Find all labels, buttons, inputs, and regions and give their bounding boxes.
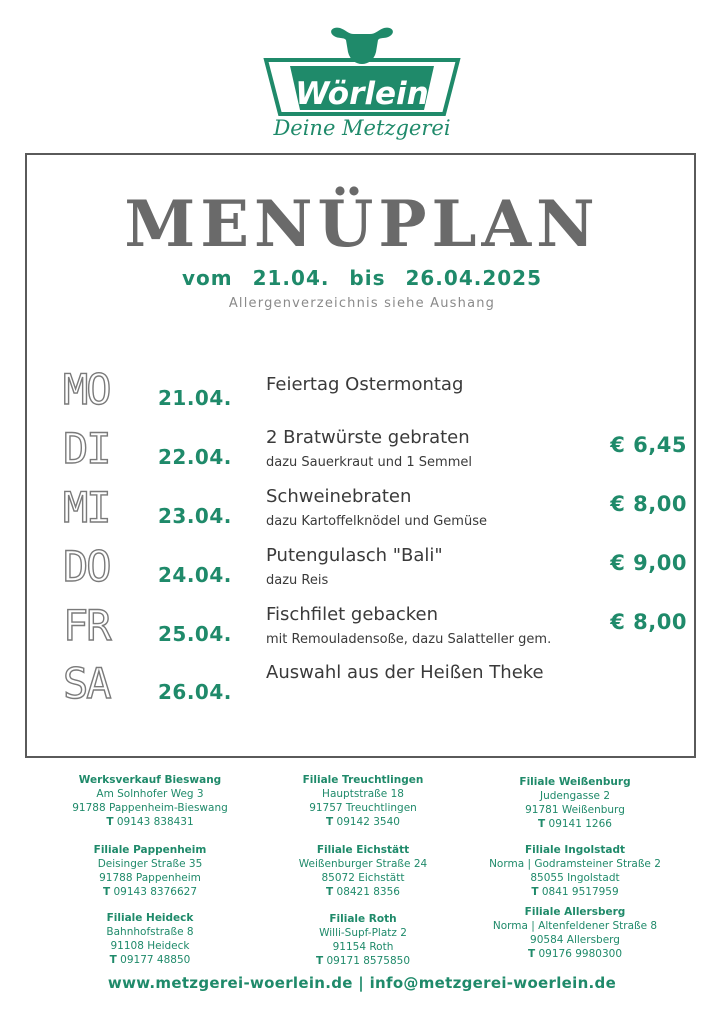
branch-card: [50, 773, 250, 829]
day-date: 23.04.: [158, 504, 232, 528]
weekday: MO: [63, 365, 110, 414]
menu-row-wednesday: [0, 483, 724, 544]
branch-phone: T 08421 8356: [326, 886, 400, 898]
branch-phone: T 09142 3540: [326, 816, 400, 828]
menu-row-saturday: [0, 659, 724, 720]
branch-name: Filiale Pappenheim: [93, 844, 207, 856]
branch-phone: T 09171 8575850: [315, 955, 411, 967]
day-date: 26.04.: [158, 680, 232, 704]
dish-side: dazu Sauerkraut und 1 Semmel: [266, 455, 472, 470]
weekday: DI: [63, 424, 110, 473]
branch-card: [475, 905, 675, 961]
from-date: 21.04.: [252, 266, 330, 290]
branch-name: Filiale Allersberg: [524, 906, 626, 918]
branch-phone: T 09141 1266: [538, 818, 612, 830]
branch-street: Hauptstraße 18: [322, 788, 404, 800]
branch-card: [263, 912, 463, 968]
footer-contact[interactable]: www.metzgerei-woerlein.de | info@metzgerei-woerlein.de: [107, 974, 617, 992]
dish-name: 2 Bratwürste gebraten: [266, 427, 470, 448]
branch-card: [263, 843, 463, 899]
branch-city: 91788 Pappenheim: [99, 872, 201, 884]
dish-price: € 9,00: [610, 551, 687, 575]
branch-city: 85072 Eichstätt: [321, 872, 405, 884]
branch-name: Filiale Ingolstadt: [524, 844, 626, 856]
menu-row-friday: [0, 601, 724, 662]
branch-name: Filiale Roth: [329, 913, 397, 925]
dish-name: Schweinebraten: [266, 486, 412, 507]
day-date: 22.04.: [158, 445, 232, 469]
brand-logo: [262, 22, 462, 148]
allergen-note: Allergenverzeichnis siehe Aushang: [228, 296, 496, 311]
branch-street: Norma | Godramsteiner Straße 2: [489, 858, 661, 870]
menu-row-monday: [0, 365, 724, 426]
dish-price: € 8,00: [610, 610, 687, 634]
branch-city: 91154 Roth: [332, 941, 394, 953]
branch-city: 90584 Allersberg: [530, 934, 620, 946]
dish-name: Auswahl aus der Heißen Theke: [266, 662, 544, 683]
to-date: 26.04.2025: [405, 266, 542, 290]
branch-phone: T 09176 9980300: [527, 948, 623, 960]
branch-card: [263, 773, 463, 829]
logo-tagline: Deine Metzgerei: [273, 116, 451, 140]
branch-street: Bahnhofstraße 8: [106, 926, 194, 938]
branch-city: 91108 Heideck: [110, 940, 190, 952]
branch-card: [50, 911, 250, 967]
dish-name: Putengulasch "Bali": [266, 545, 443, 566]
branch-city: 91788 Pappenheim-Bieswang: [72, 802, 228, 814]
branch-card: [475, 843, 675, 899]
branch-phone: T 09143 838431: [106, 816, 194, 828]
branch-street: Willi-Supf-Platz 2: [319, 927, 407, 939]
branch-phone: T 09177 48850: [109, 954, 191, 966]
day-date: 25.04.: [158, 622, 232, 646]
dish-side: mit Remouladensoße, dazu Salatteller gem.: [266, 632, 552, 647]
branch-street: Judengasse 2: [539, 790, 611, 802]
day-date: 21.04.: [158, 386, 232, 410]
dish-price: € 8,00: [610, 492, 687, 516]
branch-street: Norma | Altenfeldener Straße 8: [492, 920, 658, 932]
branch-street: Weißenburger Straße 24: [298, 858, 428, 870]
branch-name: Filiale Weißenburg: [519, 776, 631, 788]
branch-phone: T 09143 8376627: [102, 886, 198, 898]
menu-row-tuesday: [0, 424, 724, 485]
branch-name: Filiale Treuchtlingen: [302, 774, 424, 786]
branch-street: Deisinger Straße 35: [97, 858, 203, 870]
weekday: DO: [63, 542, 110, 591]
branch-phone: T 0841 9517959: [531, 886, 619, 898]
branch-city: 91757 Treuchtlingen: [309, 802, 417, 814]
dish-price: € 6,45: [610, 433, 687, 457]
to-label: bis: [349, 266, 386, 290]
branch-name: Filiale Eichstätt: [316, 844, 410, 856]
branch-city: 85055 Ingolstadt: [530, 872, 620, 884]
branch-city: 91781 Weißenburg: [525, 804, 625, 816]
branch-street: Am Solnhofer Weg 3: [96, 788, 204, 800]
dish-name: Feiertag Ostermontag: [266, 374, 464, 395]
day-date: 24.04.: [158, 563, 232, 587]
menu-row-thursday: [0, 542, 724, 603]
from-label: vom: [182, 266, 233, 290]
page-title: MENÜPLAN: [124, 187, 600, 262]
dish-name: Fischfilet gebacken: [266, 604, 439, 625]
weekday: SA: [63, 659, 110, 708]
logo-wordmark: Wörlein: [295, 76, 429, 112]
weekday: FR: [63, 601, 110, 650]
dish-side: dazu Kartoffelknödel und Gemüse: [266, 514, 487, 529]
date-range: [0, 266, 724, 290]
weekday: MI: [63, 483, 110, 532]
branch-card: [475, 775, 675, 831]
branch-name: Werksverkauf Bieswang: [78, 774, 222, 786]
dish-side: dazu Reis: [266, 573, 329, 588]
branch-card: [50, 843, 250, 899]
branch-name: Filiale Heideck: [106, 912, 194, 924]
